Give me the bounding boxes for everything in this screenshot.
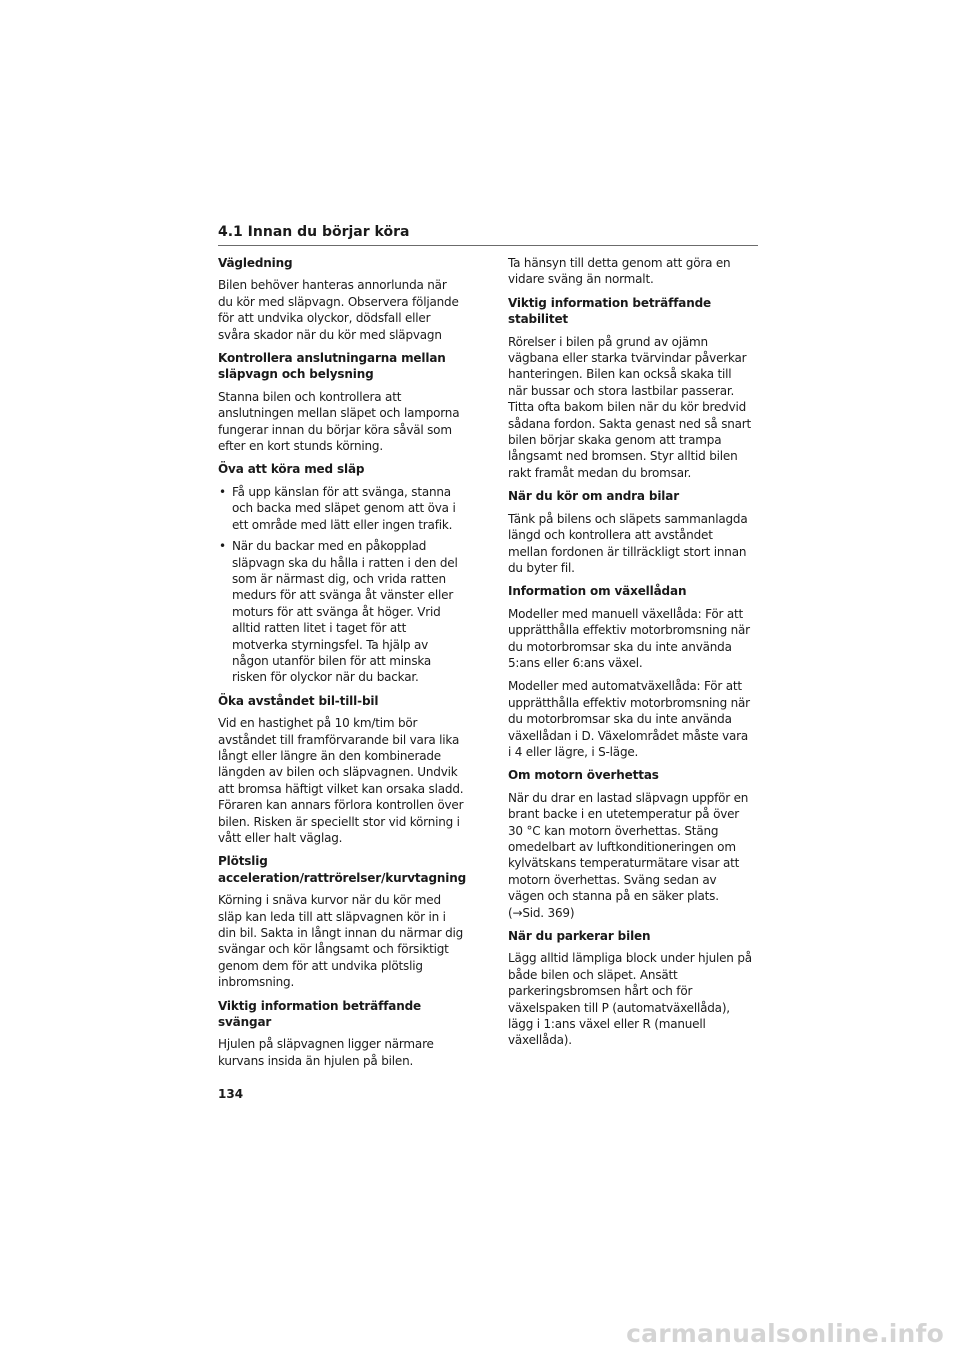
paragraph-overheating [508, 790, 754, 921]
paragraph-intro: Bilen behöver hanteras annorlunda när du kör med släpvagn. Observera följande för att undvika olyckor, dödsfall eller svåra skador när du kör med släpvagn [218, 278, 459, 342]
heading-sudden-acceleration: Plötslig acceleration/rattrörelser/kurvtagning [218, 854, 467, 885]
left-column [218, 255, 467, 1076]
heading-stability: Viktig information beträffande stabilitet [508, 295, 712, 327]
paragraph-turns-continued: Ta hänsyn till detta genom att göra en vidare sväng än normalt. [508, 256, 731, 287]
bullet-icon: • [219, 484, 226, 499]
paragraph-overtaking: Tänk på bilens och släpets sammanlagda längd och kontrollera att avståndet mellan fordonen är tillräckligt stort innan du byter fil. [508, 511, 748, 575]
paragraph-sudden-acceleration: Körning i snäva kurvor när du kör med släp kan leda till att släpvagnen kör in i din bil. Sakta in långt innan du närmar dig svängar och kör långsamt och försiktigt genom dem för att undvika plötslig inbromsning. [218, 893, 464, 990]
list-item-text: När du backar med en påkopplad släpvagn ska du hålla i ratten i den del som är närmast dig, och vrida ratten medurs för att svänga åt vänster eller moturs för att svänga åt höger. Vrid alltid ratten litet i taget för att motverka styrningsfel. Ta hjälp av någon utanför bilen för att minska risken för olyckor när du backar. [232, 539, 458, 685]
heading-connections: Kontrollera anslutningarna mellan släpvagn och belysning [218, 351, 446, 382]
paragraph-distance: Vid en hastighet på 10 km/tim bör avståndet till framförvarande bil vara lika långt eller längre än den kombinerade längden av bilen och släpvagnen. Undvik att bromsa häftigt vilket kan orsaka sladd. Föraren kan annars förlora kontrollen över bilen. Risken är speciellt stor vid körning i vått eller halt väglag. [218, 716, 464, 845]
list-item [218, 484, 464, 533]
heading-turns: Viktig information beträffande svängar [218, 998, 422, 1030]
list-item [218, 538, 464, 686]
paragraph-manual-transmission: Modeller med manuell växellåda: För att upprätthålla effektiv motorbromsning när du motorbromsar ska du inte använda 5:ans eller 6:ans växel. [508, 606, 750, 670]
watermark: carmanualsonline.info [626, 1319, 944, 1348]
section-header [218, 224, 758, 246]
heading-overheating: Om motorn överhettas [508, 768, 659, 783]
heading-practice: Öva att köra med släp [218, 462, 365, 477]
heading-distance: Öka avståndet bil-till-bil [218, 693, 379, 708]
paragraph-parking: Lägg alltid lämpliga block under hjulen på både bilen och släpet. Ansätt parkeringsbromsen hårt och för växelspaken till P (automatväxellåda), lägg i 1:ans växel eller R (manuell växellåda). [508, 951, 752, 1048]
practice-list [218, 484, 464, 686]
heading-vagledning: Vägledning [218, 256, 293, 270]
heading-overtaking: När du kör om andra bilar [508, 489, 679, 504]
page-reference-link[interactable]: (→Sid. 369) [508, 905, 575, 920]
paragraph-automatic-transmission: Modeller med automatväxellåda: För att upprätthålla effektiv motorbromsning när du motorbromsar ska du inte använda växellådan i D. Växelområdet måste vara i 4 eller lägre, i S-läge. [508, 679, 750, 759]
list-item-text: Få upp känslan för att svänga, stanna och backa med släpet genom att öva i ett område med lätt eller ingen trafik. [232, 484, 456, 532]
overheating-text: När du drar en lastad släpvagn uppför en brant backe i en utetemperatur på över 30 °C kan motorn överhettas. Stäng omedelbart av luftkonditioneringen om kylvätskans temperaturmätare visar att motorn överhettas. Sväng sedan av vägen och stanna på en säker plats. [508, 790, 749, 904]
paragraph-connections: Stanna bilen och kontrollera att anslutningen mellan släpet och lamporna fungerar innan du börjar köra såväl som efter en kort stunds körning. [218, 389, 460, 454]
bullet-icon: • [219, 539, 226, 554]
right-column [508, 255, 754, 1056]
paragraph-turns: Hjulen på släpvagnen ligger närmare kurvans insida än hjulen på bilen. [218, 1037, 434, 1068]
paragraph-stability: Rörelser i bilen på grund av ojämn vägbana eller starka tvärvindar påverkar hanteringen. Bilen kan också skaka till när bussar och stora lastbilar passerar. Titta ofta bakom bilen när du kör bredvid sådana fordon. Sakta genast ned så snart bilen börjar skaka genom att trampa långsamt ned bromsen. Styr alltid bilen rakt framåt medan du bromsar. [508, 334, 752, 480]
section-title: 4.1 Innan du börjar köra [218, 224, 410, 240]
page-number: 134 [218, 1087, 244, 1101]
heading-transmission: Information om växellådan [508, 584, 687, 599]
heading-parking: När du parkerar bilen [508, 929, 651, 944]
